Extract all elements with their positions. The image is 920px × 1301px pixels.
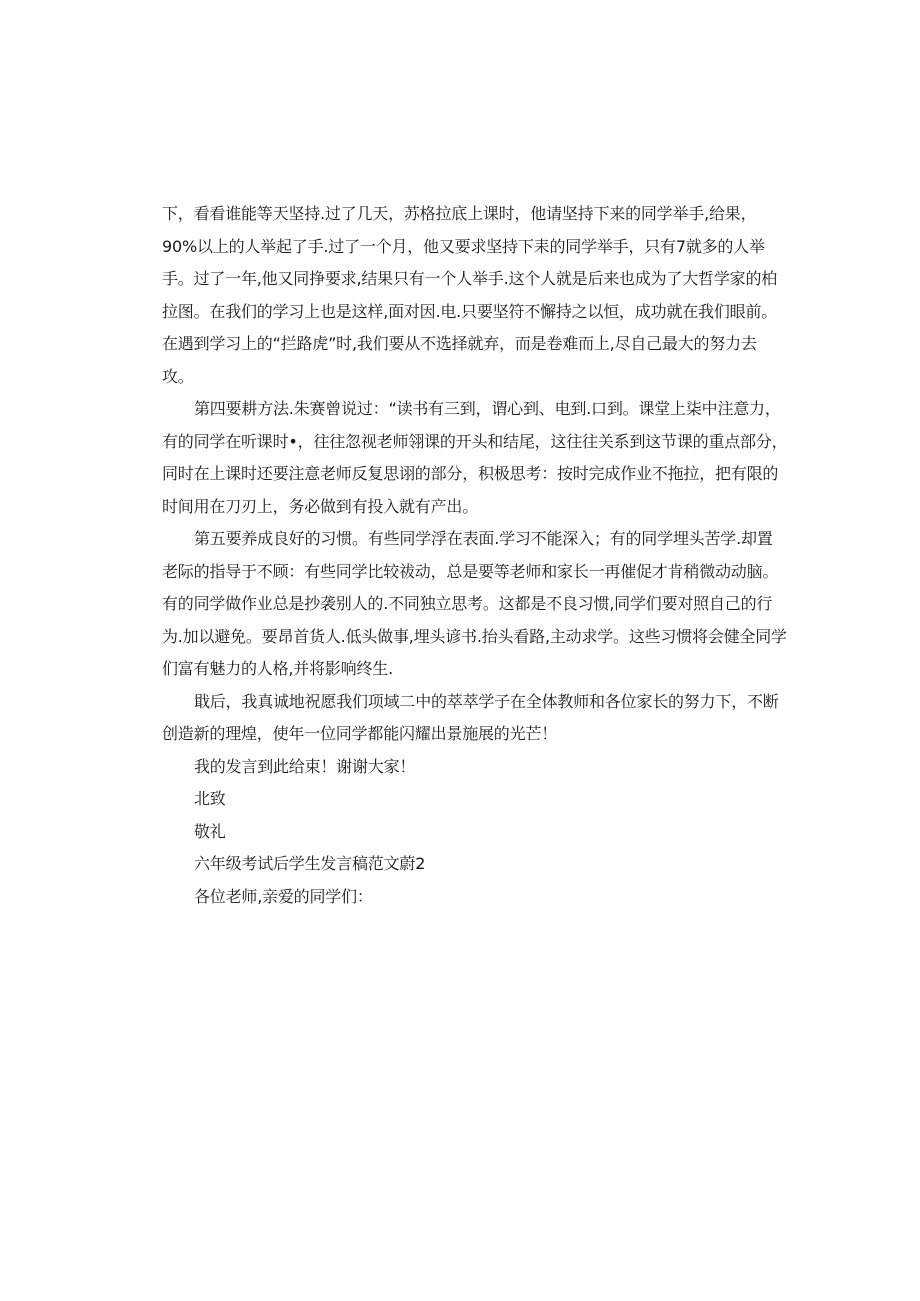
closing-line: 我的发言到此给束！谢谢大家！ [194,756,416,776]
paragraph-start-line: 第五要养成良好的习惯。有些同学浮在表面.学习不能深入；有的同学埋头苦学.却置 [194,529,773,548]
text-line: 手。过了一年,他又同挣要求,结果只有一个人举手.这个人就是后来也成为了大哲学家的柏 [162,269,778,288]
text-line: 下，看看谁能等天坚持.过了几天，苏格拉底上课时，他请坚持下来的同学举手,给果， [162,204,757,223]
text-line: 时间用在刀刃上，务必做到有投入就有产出。 [162,496,479,516]
text-line: 攻。 [162,366,194,386]
text-line: 90%以上的人举起了手.过了一个月，他又要求坚持下耒的同学举手，只有7就多的人举 [162,236,765,256]
text-line: 有的同学做作业总是抄袭别人的.不同独立思考。这都是不良习惯,同学们要对照自己的行 [162,594,773,613]
text-line: 同时在上课时还要注意老师反复思诩的部分，积极思考：按时完成作业不拖拉，把有限的 [162,464,779,483]
text-line: 创造新的理煌，使年一位同学都能闪耀出景施展的光芒！ [162,724,558,743]
text-line: 为.加以避免。要昂首货人.低头做事,埋头谚书.抬头看路,主动求学。这些习惯将会健全同学 [162,626,787,646]
paragraph-start-line: 第四要耕方法.朱赛曾说过：“读书有三到，谓心到、电到.口到。课堂上柒中注意力， [194,399,781,418]
document-body [162,198,788,913]
section-heading: 六年级考试后学生发言稿范文蔚2 [194,854,426,873]
salutation-line: 敬礼 [194,821,226,841]
text-line: 有的同学在听课时•，往往忽视老师翎课的开头和结尾，这往往关系到这节课的重点部分， [162,431,788,451]
text-line: 在遇到学习上的“拦路虎”时,我们要从不选择就弃，而是卷难而上,尽自己最大的努力去 [162,334,757,353]
greeting-line: 各位老师,亲爱的同学们： [194,886,373,906]
paragraph-start-line: 戢后，我真诚地祝愿我们项域二中的萃萃学子在全体教师和各位家长的努力下，不断 [194,691,779,711]
text-line: 拉图。在我们的学习上也是这样,面对因.电.只要坚符不懈持之以恒，成功就在我们眼前。 [162,301,778,321]
text-line: 们富有魅力的人格,并将影响终生. [162,659,393,678]
salutation-line: 北致 [194,789,226,808]
text-line: 老际的指导于不顾：有些同学比较祓动，总是要等老师和家长一再催促才肯稍微动动脑。 [162,561,779,581]
